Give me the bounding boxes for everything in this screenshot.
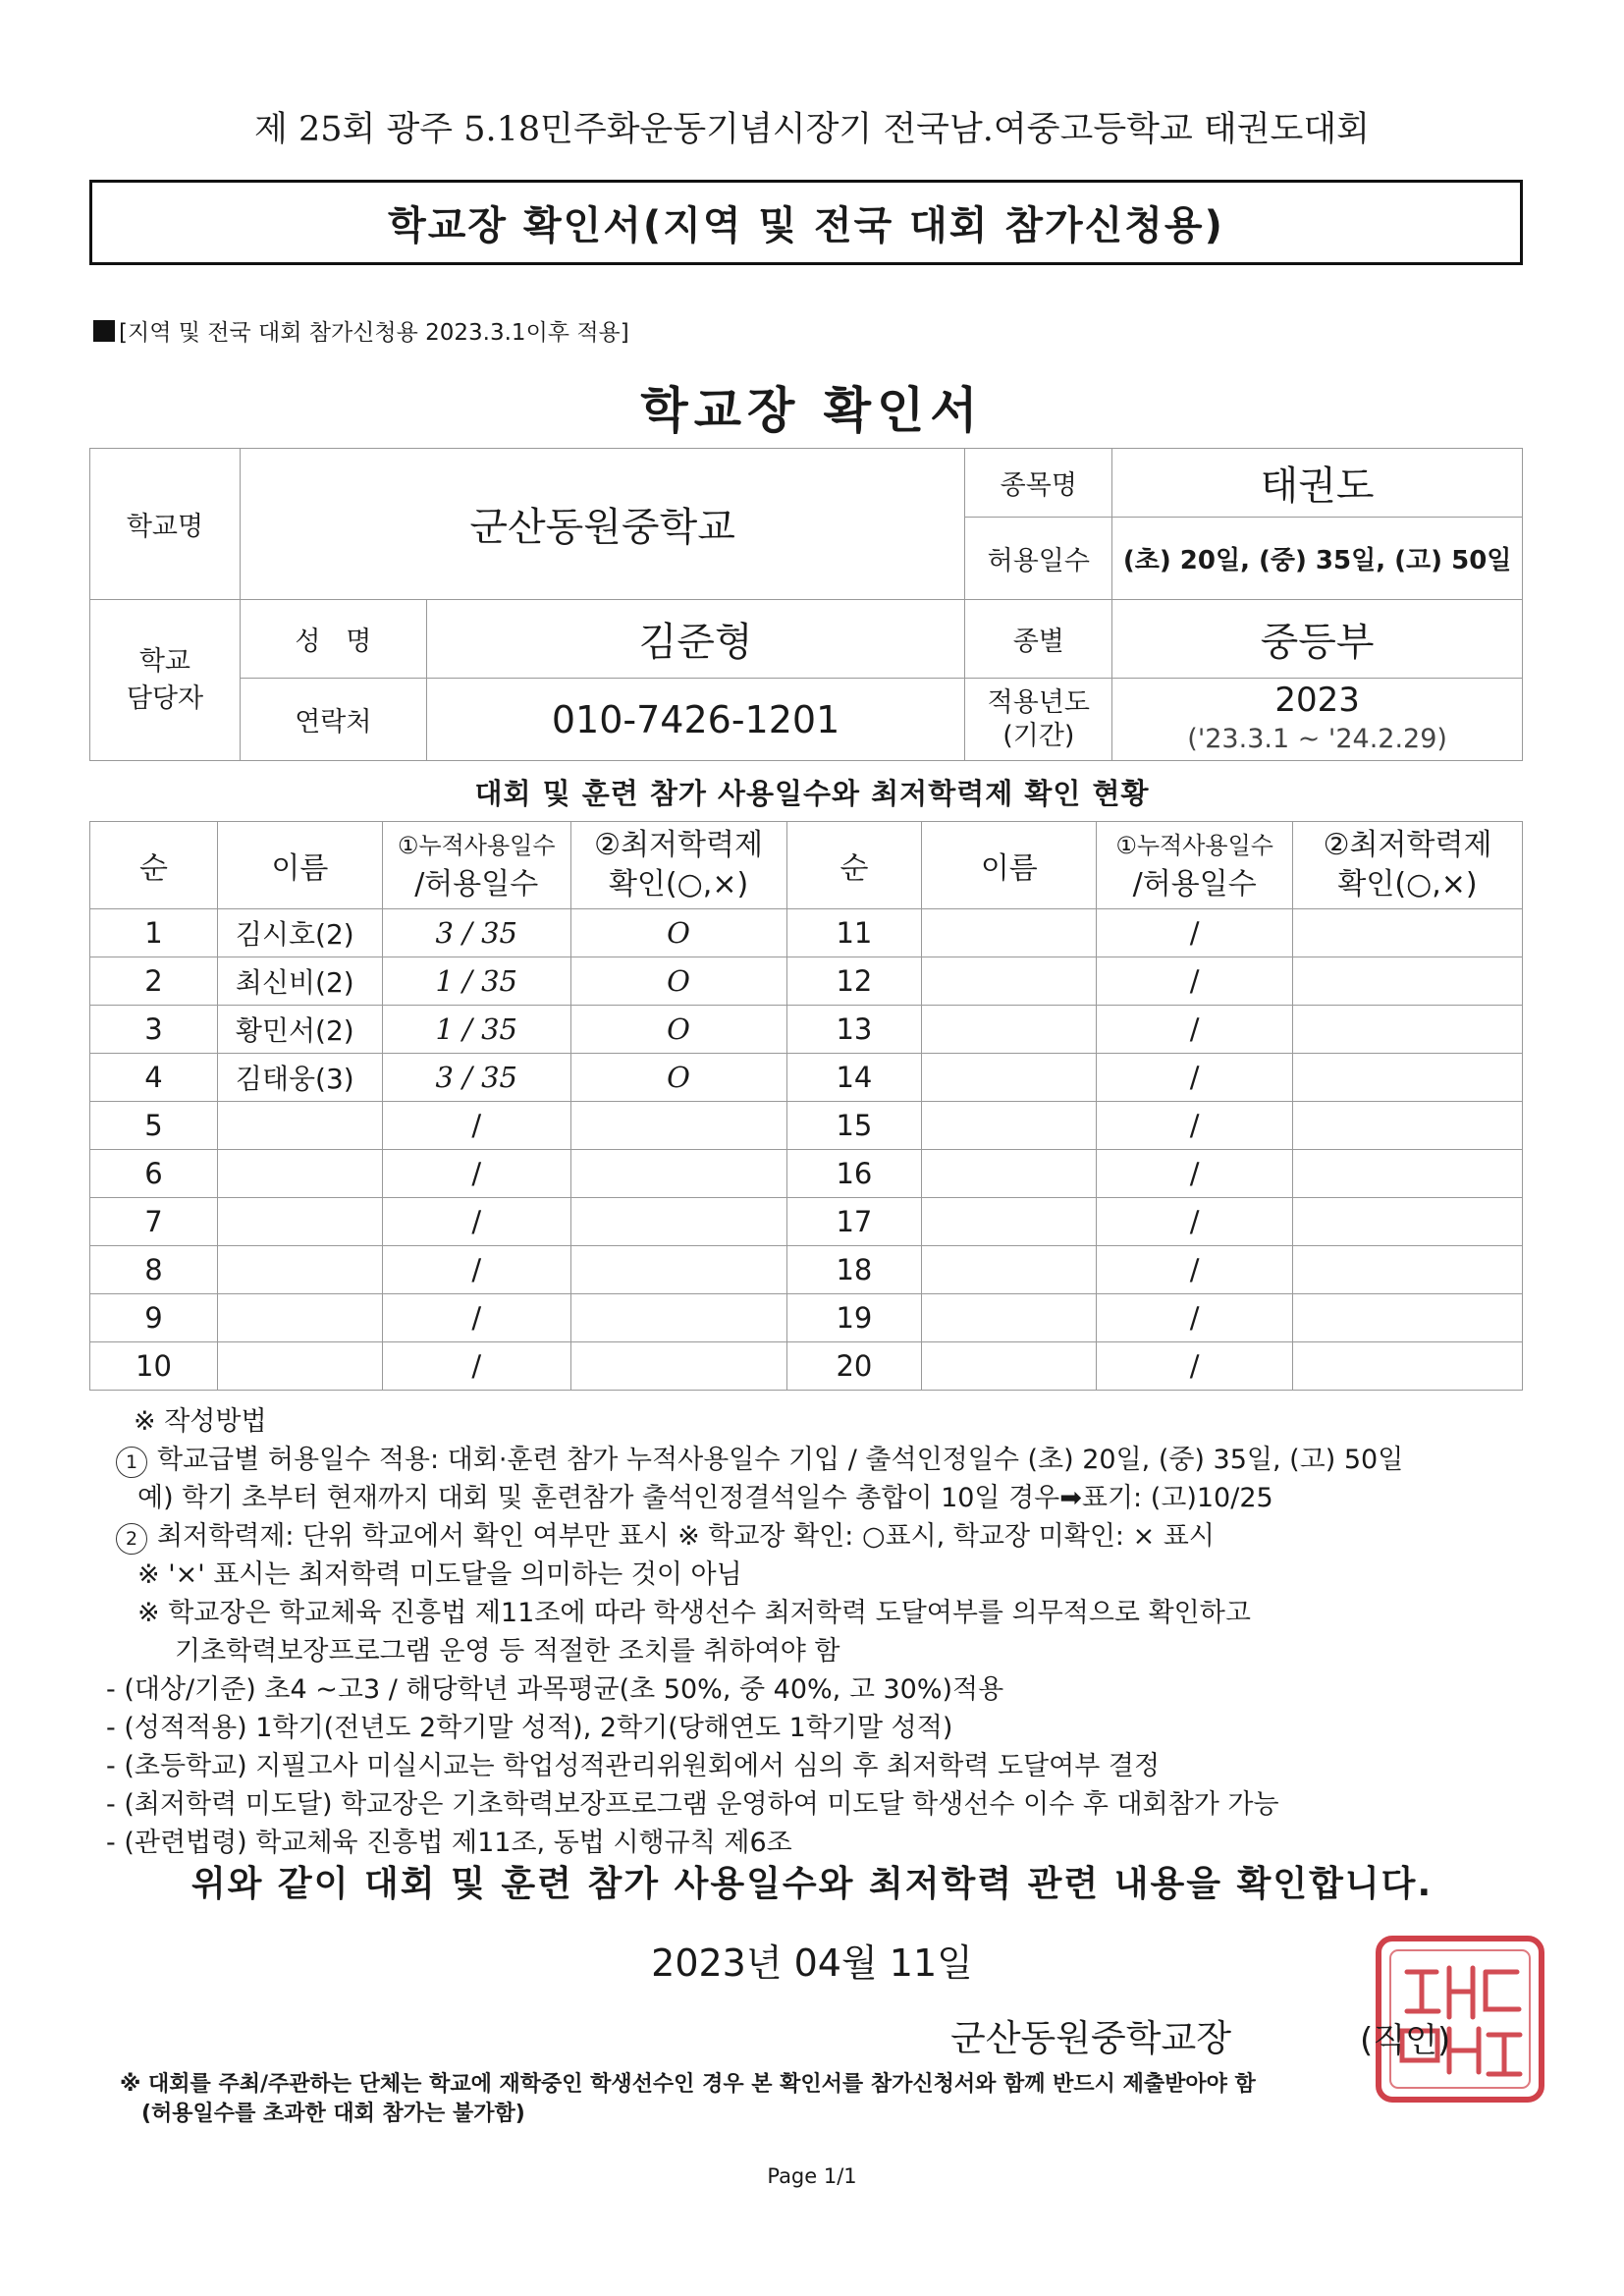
row-name: 김태웅(3): [217, 1054, 382, 1102]
row-academic-check: [570, 1102, 786, 1150]
footnote-line2: (허용일수를 초과한 대회 참가는 불가함): [141, 2102, 525, 2126]
row-name: 최신비(2): [217, 957, 382, 1006]
row-no: 8: [90, 1246, 218, 1294]
contact-value: 010-7426-1201: [426, 679, 965, 761]
row-days-2: /: [1097, 1246, 1293, 1294]
instructions: [106, 1402, 1510, 1862]
row-days: /: [382, 1198, 570, 1246]
instruction-2: [116, 1517, 1510, 1556]
instruction-2-text: 최저학력제: 단위 학교에서 확인 여부만 표시 ※ 학교장 확인: ○표시, 학교장 미확인: × 표시: [157, 1521, 1215, 1552]
row-no-2: 16: [786, 1150, 922, 1198]
circled-number: 2: [116, 1523, 147, 1555]
row-no-2: 14: [786, 1054, 922, 1102]
year-cell: [1112, 679, 1523, 761]
row-name: [217, 1294, 382, 1342]
row-no-2: 13: [786, 1006, 922, 1054]
instructions-heading: ※ 작성방법: [134, 1406, 267, 1437]
header-academic-2-line2: 확인(○,×): [1337, 867, 1478, 902]
row-days: /: [382, 1150, 570, 1198]
row-days-2: /: [1097, 957, 1293, 1006]
seal-label: (직인): [1360, 2021, 1451, 2060]
page-number: Page 1/1: [767, 2164, 857, 2188]
header-name-2: 이름: [922, 822, 1097, 909]
header-days: [382, 822, 570, 909]
header-days-2-line1: ①누적사용일수: [1115, 832, 1273, 859]
principal-title: 군산동원중학교장: [950, 2017, 1231, 2059]
row-days: 3 / 35: [382, 909, 570, 957]
table-row: [90, 1150, 1523, 1198]
row-no: 9: [90, 1294, 218, 1342]
status-title: 대회 및 훈련 참가 사용일수와 최저학력제 확인 현황: [474, 777, 1150, 810]
row-name: 김시호(2): [217, 909, 382, 957]
row-name: [217, 1150, 382, 1198]
row-academic-check: O: [570, 909, 786, 957]
row-no: 10: [90, 1342, 218, 1391]
row-days-2: /: [1097, 1150, 1293, 1198]
row-no: 7: [90, 1198, 218, 1246]
square-bullet-icon: [93, 320, 115, 342]
subnote: [93, 314, 629, 347]
row-name-2: [922, 1102, 1097, 1150]
row-name-2: [922, 1342, 1097, 1391]
row-academic-check-2: [1293, 1102, 1523, 1150]
row-no-2: 17: [786, 1198, 922, 1246]
header-days-2: [1097, 822, 1293, 909]
event-title: 제 25회 광주 5.18민주화운동기념시장기 전국남.여중고등학교 태권도대회: [254, 110, 1370, 149]
header-days-line2: /허용일수: [414, 867, 539, 902]
row-days: /: [382, 1102, 570, 1150]
row-academic-check-2: [1293, 957, 1523, 1006]
row-days: 1 / 35: [382, 1006, 570, 1054]
row-academic-check: [570, 1246, 786, 1294]
table-row: [90, 1294, 1523, 1342]
header-academic: [570, 822, 786, 909]
row-no: 5: [90, 1102, 218, 1150]
row-name: [217, 1198, 382, 1246]
row-no: 1: [90, 909, 218, 957]
footnote-line1: ※ 대회를 주최/주관하는 단체는 학교에 재학중인 학생선수인 경우 본 확인서를 참가신청서와 함께 반드시 제출받아야 함: [120, 2072, 1256, 2097]
circled-number: 1: [116, 1447, 147, 1478]
row-name-2: [922, 909, 1097, 957]
row-name-2: [922, 1006, 1097, 1054]
subnote-text: [지역 및 전국 대회 참가신청용 2023.3.1이후 적용]: [119, 320, 629, 346]
header-academic-2: [1293, 822, 1523, 909]
row-days-2: /: [1097, 1006, 1293, 1054]
row-days-2: /: [1097, 909, 1293, 957]
period-value: ('23.3.1 ~ '24.2.29): [1187, 723, 1447, 754]
row-no-2: 15: [786, 1102, 922, 1150]
division-label: 종별: [965, 600, 1112, 679]
row-no-2: 11: [786, 909, 922, 957]
row-academic-check-2: [1293, 1198, 1523, 1246]
detail-4: - (최저학력 미도달) 학교장은 기초학력보장프로그램 운영하여 미도달 학생선수 이수 후 대회참가 가능: [106, 1789, 1279, 1820]
row-name-2: [922, 1246, 1097, 1294]
table-row: [90, 1054, 1523, 1102]
row-no: 4: [90, 1054, 218, 1102]
table-row: [90, 909, 1523, 957]
instruction-2-note2b: 기초학력보장프로그램 운영 등 적절한 조치를 취하여야 함: [175, 1636, 840, 1667]
table-row: [90, 1246, 1523, 1294]
header-name: 이름: [217, 822, 382, 909]
row-no-2: 20: [786, 1342, 922, 1391]
confirmation-date: 2023년 04월 11일: [651, 1941, 973, 1985]
row-academic-check-2: [1293, 1054, 1523, 1102]
footnote: [120, 2070, 1256, 2129]
table-row: [90, 1342, 1523, 1391]
row-academic-check: O: [570, 1006, 786, 1054]
row-no: 2: [90, 957, 218, 1006]
manager-name-value: 김준형: [426, 600, 965, 679]
row-academic-check-2: [1293, 1150, 1523, 1198]
row-academic-check: O: [570, 957, 786, 1006]
allowed-days-label: 허용일수: [965, 518, 1112, 600]
header-academic-2-line1: ②최저학력제: [1323, 828, 1492, 862]
row-academic-check: [570, 1198, 786, 1246]
row-no-2: 18: [786, 1246, 922, 1294]
school-name-label: 학교명: [90, 449, 241, 600]
row-academic-check: [570, 1294, 786, 1342]
header-academic-line1: ②최저학력제: [594, 828, 763, 862]
row-name: [217, 1102, 382, 1150]
row-academic-check-2: [1293, 1246, 1523, 1294]
info-table: [89, 448, 1523, 761]
year-label-cell: [965, 679, 1112, 761]
row-days: /: [382, 1294, 570, 1342]
year-value: 2023: [1274, 680, 1360, 720]
sport-label: 종목명: [965, 449, 1112, 518]
year-label: 적용년도: [987, 686, 1090, 718]
row-academic-check: [570, 1342, 786, 1391]
row-name: 황민서(2): [217, 1006, 382, 1054]
contact-label: 연락처: [240, 679, 426, 761]
row-no: 6: [90, 1150, 218, 1198]
row-days: /: [382, 1246, 570, 1294]
row-days: 1 / 35: [382, 957, 570, 1006]
instruction-1-text: 학교급별 허용일수 적용: 대회·훈련 참가 누적사용일수 기입 / 출석인정일수 (초) 20일, (중) 35일, (고) 50일: [157, 1445, 1404, 1475]
manager-label: 학교 담당자: [90, 600, 241, 761]
row-name-2: [922, 957, 1097, 1006]
header-days-line1: ①누적사용일수: [397, 832, 556, 859]
instruction-1: [116, 1441, 1510, 1479]
division-value: 중등부: [1112, 600, 1523, 679]
detail-5: - (관련법령) 학교체육 진흥법 제11조, 동법 시행규칙 제6조: [106, 1828, 792, 1858]
table-row: [90, 1198, 1523, 1246]
detail-3: - (초등학교) 지필고사 미실시교는 학업성적관리위원회에서 심의 후 최저학력 도달여부 결정: [106, 1751, 1161, 1781]
row-days: /: [382, 1342, 570, 1391]
row-name-2: [922, 1150, 1097, 1198]
row-days-2: /: [1097, 1054, 1293, 1102]
row-days-2: /: [1097, 1342, 1293, 1391]
row-no: 3: [90, 1006, 218, 1054]
row-name-2: [922, 1294, 1097, 1342]
roster-header-row: [90, 822, 1523, 909]
detail-1: - (대상/기준) 초4 ~고3 / 해당학년 과목평균(초 50%, 중 40%, 고 30%)적용: [106, 1674, 1004, 1705]
detail-2: - (성적적용) 1학기(전년도 2학기말 성적), 2학기(당해연도 1학기말 성적): [106, 1713, 953, 1743]
row-days-2: /: [1097, 1198, 1293, 1246]
row-days: 3 / 35: [382, 1054, 570, 1102]
confirmation-statement: 위와 같이 대회 및 훈련 참가 사용일수와 최저학력 관련 내용을 확인합니다.: [190, 1864, 1434, 1904]
row-no-2: 12: [786, 957, 922, 1006]
banner-title: 학교장 확인서(지역 및 전국 대회 참가신청용): [89, 180, 1523, 265]
row-name: [217, 1342, 382, 1391]
row-name-2: [922, 1198, 1097, 1246]
roster-table: [89, 821, 1523, 1391]
row-name: [217, 1246, 382, 1294]
header-no: 순: [90, 822, 218, 909]
row-academic-check: [570, 1150, 786, 1198]
document-title: 학교장 확인서: [640, 382, 984, 439]
row-academic-check-2: [1293, 1342, 1523, 1391]
header-days-2-line2: /허용일수: [1132, 867, 1257, 902]
row-days-2: /: [1097, 1294, 1293, 1342]
instruction-2-note1: ※ '×' 표시는 최저학력 미도달을 의미하는 것이 아님: [137, 1559, 742, 1590]
period-label: (기간): [1002, 720, 1075, 751]
row-name-2: [922, 1054, 1097, 1102]
table-row: [90, 1102, 1523, 1150]
row-academic-check-2: [1293, 1294, 1523, 1342]
instruction-1-example: 예) 학기 초부터 현재까지 대회 및 훈련참가 출석인정결석일수 총합이 10일 경우➡표기: (고)10/25: [137, 1483, 1273, 1513]
row-academic-check: O: [570, 1054, 786, 1102]
row-no-2: 19: [786, 1294, 922, 1342]
sport-value: 태권도: [1112, 449, 1523, 518]
row-academic-check-2: [1293, 1006, 1523, 1054]
table-row: [90, 957, 1523, 1006]
header-no-2: 순: [786, 822, 922, 909]
manager-name-label: 성 명: [240, 600, 426, 679]
row-days-2: /: [1097, 1102, 1293, 1150]
school-name-value: 군산동원중학교: [240, 449, 964, 600]
header-academic-line2: 확인(○,×): [608, 867, 749, 902]
instruction-2-note2: ※ 학교장은 학교체육 진흥법 제11조에 따라 학생선수 최저학력 도달여부를 의무적으로 확인하고: [137, 1598, 1251, 1628]
row-academic-check-2: [1293, 909, 1523, 957]
allowed-days-value: (초) 20일, (중) 35일, (고) 50일: [1112, 518, 1523, 600]
table-row: [90, 1006, 1523, 1054]
